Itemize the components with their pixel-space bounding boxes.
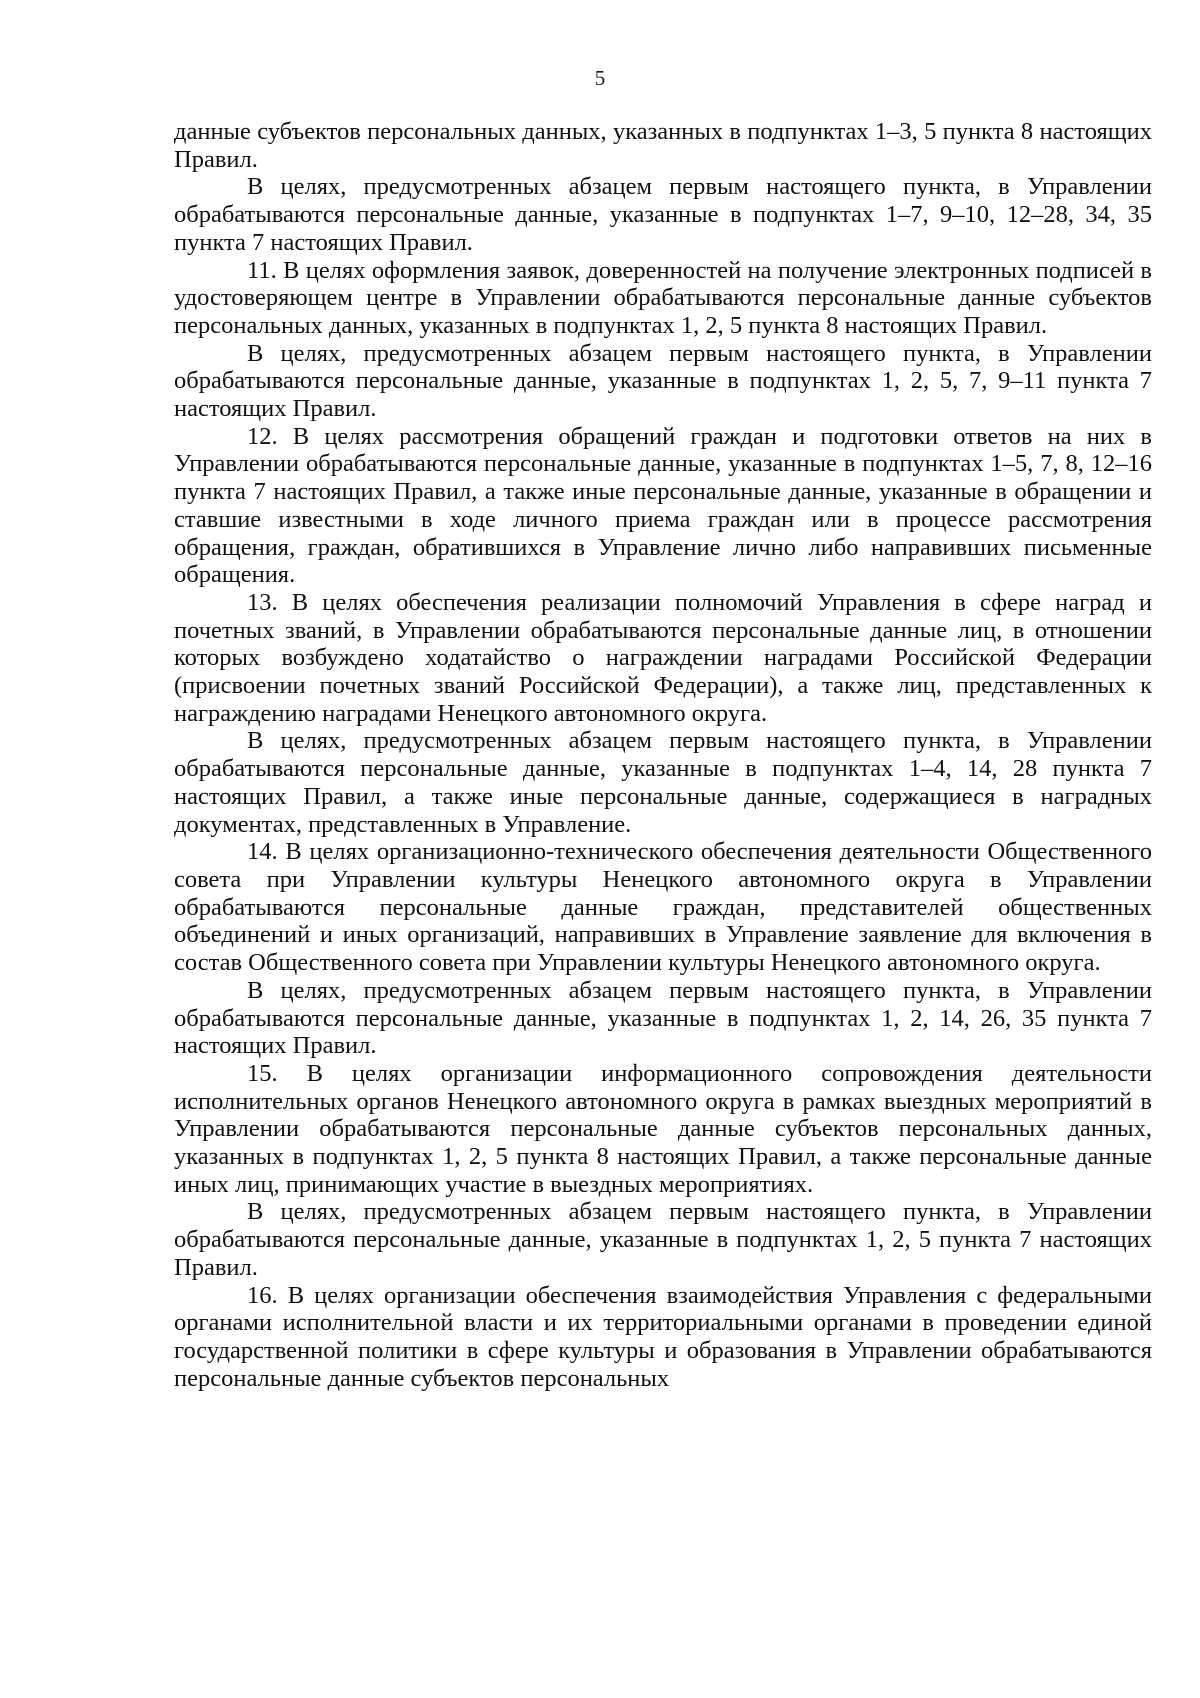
paragraph: 12. В целях рассмотрения обращений граждан и подготовки ответов на них в Управлении обрабатываются персональные данные, указанные в подпунктах 1–5, 7, 8, 12–16 пункта 7 настоящих Правил, а также иные персональные данные, указанные в обращении и ставшие известными в ходе личного приема граждан или в процессе рассмотрения обращения, граждан, обратившихся в Управление лично либо направивших письменные обращения. <box>174 422 1152 589</box>
paragraph: В целях, предусмотренных абзацем первым настоящего пункта, в Управлении обрабатываются персональные данные, указанные в подпунктах 1, 2, 14, 26, 35 пункта 7 настоящих Правил. <box>174 976 1152 1060</box>
paragraph: В целях, предусмотренных абзацем первым настоящего пункта, в Управлении обрабатываются персональные данные, указанные в подпунктах 1, 2, 5 пункта 7 настоящих Правил. <box>174 1198 1152 1281</box>
document-body <box>174 118 1152 1392</box>
page-number: 5 <box>594 66 606 90</box>
paragraph: 14. В целях организационно-технического обеспечения деятельности Общественного совета при Управлении культуры Ненецкого автономного округа в Управлении обрабатываются персональные данные граждан, представителей общественных объединений и иных организаций, направивших в Управление заявление для включения в состав Общественного совета при Управлении культуры Ненецкого автономного округа. <box>174 838 1152 977</box>
paragraph: В целях, предусмотренных абзацем первым настоящего пункта, в Управлении обрабатываются персональные данные, указанные в подпунктах 1–4, 14, 28 пункта 7 настоящих Правил, а также иные персональные данные, содержащиеся в наградных документах, представленных в Управление. <box>174 727 1152 838</box>
paragraph: В целях, предусмотренных абзацем первым настоящего пункта, в Управлении обрабатываются персональные данные, указанные в подпунктах 1, 2, 5, 7, 9–11 пункта 7 настоящих Правил. <box>174 339 1152 423</box>
paragraph: 15. В целях организации информационного сопровождения деятельности исполнительных органов Ненецкого автономного округа в рамках выездных мероприятий в Управлении обрабатываются персональные данные субъектов персональных данных, указанных в подпунктах 1, 2, 5 пункта 8 настоящих Правил, а также персональные данные иных лиц, принимающих участие в выездных мероприятиях. <box>174 1059 1152 1198</box>
paragraph: В целях, предусмотренных абзацем первым настоящего пункта, в Управлении обрабатываются персональные данные, указанные в подпунктах 1–7, 9–10, 12–28, 34, 35 пункта 7 настоящих Правил. <box>174 173 1152 256</box>
paragraph: данные субъектов персональных данных, указанных в подпунктах 1–3, 5 пункта 8 настоящих Правил. <box>174 118 1152 173</box>
paragraph: 13. В целях обеспечения реализации полномочий Управления в сфере наград и почетных званий, в Управлении обрабатываются персональные данные лиц, в отношении которых возбуждено ходатайство о награждении наградами Российской Федерации (присвоении почетных званий Российской Федерации), а также лиц, представленных к награждению наградами Ненецкого автономного округа. <box>174 588 1152 727</box>
paragraph: 11. В целях оформления заявок, доверенностей на получение электронных подписей в удостоверяющем центре в Управлении обрабатываются персональные данные субъектов персональных данных, указанных в подпунктах 1, 2, 5 пункта 8 настоящих Правил. <box>174 256 1152 339</box>
paragraph: 16. В целях организации обеспечения взаимодействия Управления с федеральными органами исполнительной власти и их территориальными органами в проведении единой государственной политики в сфере культуры и образования в Управлении обрабатываются персональные данные субъектов персональных <box>174 1281 1152 1392</box>
